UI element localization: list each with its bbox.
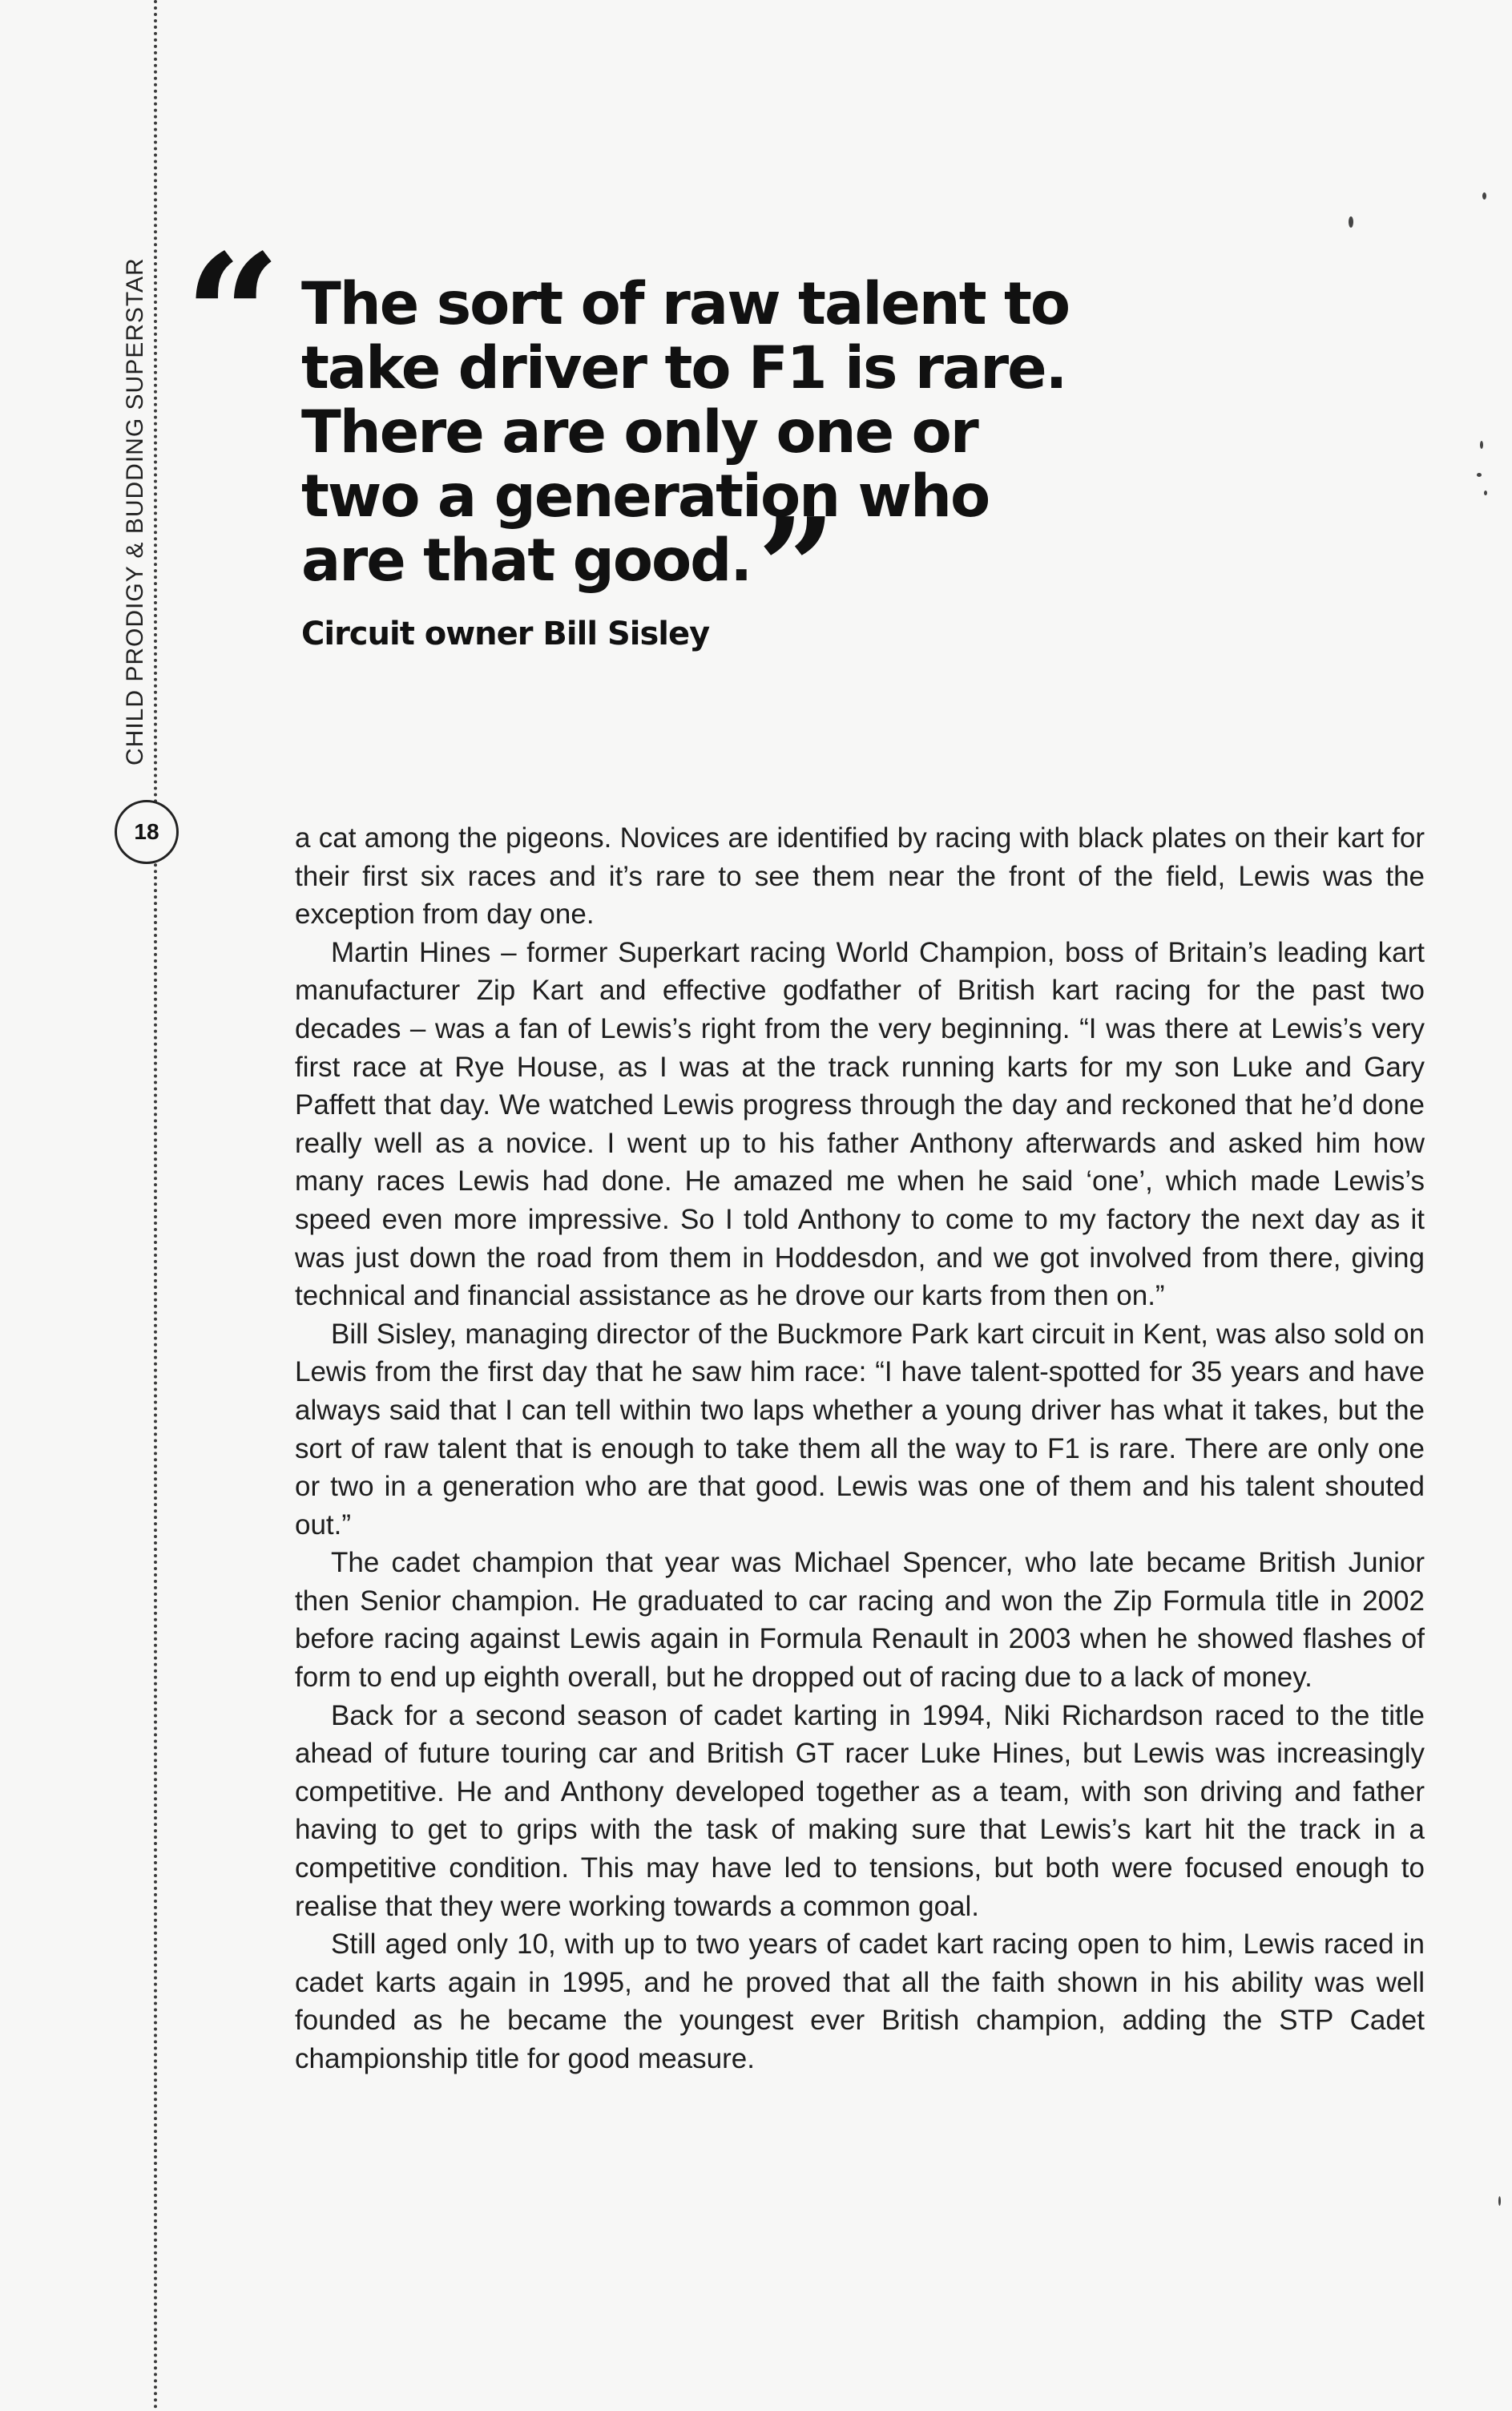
scan-speck	[1349, 216, 1353, 228]
paragraph: Back for a second season of cadet karting in 1994, Niki Richardson raced to the title ahead of future touring car and British GT racer Luke Hines, but Lewis was increasingly competitive. He and Anthony developed together as a team, with son driving and father having to get to grips with the task of making sure that Lewis’s kart hit the track in a competitive condition. This may have led to tensions, but both were focused enough to realise that they were working towards a common goal.	[295, 1699, 1425, 1922]
scan-speck	[1484, 491, 1487, 495]
paragraph: Bill Sisley, managing director of the Buckmore Park kart circuit in Kent, was also sold on Lewis from the first day that he saw him race: “I have talent-spotted for 35 years and have always said that I can tell within two laps whether a young driver has what it takes, but the sort of raw talent that is enough to take them all the way to F1 is rare. There are only one or two in a generation who are that good. Lewis was one of them and his talent shouted out.”	[295, 1318, 1425, 1541]
paragraph: The cadet champion that year was Michael Spencer, who late became British Junior then Senior champion. He graduated to car racing and won the Zip Formula title in 2002 before racing against Lewis again in Formula Renault in 2003 when he showed flashes of form to end up eighth overall, but he dropped out of racing due to a lack of money.	[295, 1547, 1425, 1694]
scan-speck	[1480, 441, 1483, 449]
page-number-badge	[115, 800, 179, 864]
body-text	[295, 819, 1425, 2078]
scan-speck	[1477, 473, 1482, 477]
scan-speck	[1482, 192, 1486, 200]
paragraph: Still aged only 10, with up to two years of cadet kart racing open to him, Lewis raced in cadet karts again in 1995, and he proved that all the faith shown in his ability was well founded as he became the youngest ever British champion, adding the STP Cadet championship title for good measure.	[295, 1928, 1425, 2074]
paragraph: a cat among the pigeons. Novices are identified by racing with black plates on their kart for their first six races and it’s rare to see them near the front of the field, Lewis was the exception from day one.	[295, 822, 1425, 931]
pull-quote-text: The sort of raw talent to take driver to F1 is rare. There are only one or two a generation who are that good.	[301, 270, 1070, 595]
page-number: 18	[134, 819, 159, 844]
pull-quote-attribution: Circuit owner Bill Sisley	[301, 616, 710, 652]
paragraph: Martin Hines – former Superkart racing World Champion, boss of Britain’s leading kart manufacturer Zip Kart and effective godfather of British kart racing for the past two decades – was a fan of Lewis’s right from the very beginning. “I was there at Lewis’s very first race at Rye House, as I was at the track running karts for my son Luke and Gary Paffett that day. We watched Lewis progress through the day and reckoned that he’d done really well as a novice. I went up to his father Anthony afterwards and asked him how many races Lewis had done. He amazed me when he said ‘one’, which made Lewis’s speed even more impressive. So I told Anthony to come to my factory the next day as it was just down the road from them in Hoddesdon, and we got involved from there, giving technical and financial assistance as he drove our karts from then on.”	[295, 936, 1425, 1312]
scan-speck	[1498, 2196, 1501, 2206]
pull-quote	[184, 217, 1106, 652]
margin-dotted-rule	[154, 0, 157, 2411]
open-quote-mark: “	[184, 217, 281, 415]
pull-quote-body: The sort of raw talent to take driver to F1 is rare. There are only one or two a generation who are that good.”	[301, 270, 1070, 648]
running-head: CHILD PRODIGY & BUDDING SUPERSTAR	[122, 257, 148, 765]
